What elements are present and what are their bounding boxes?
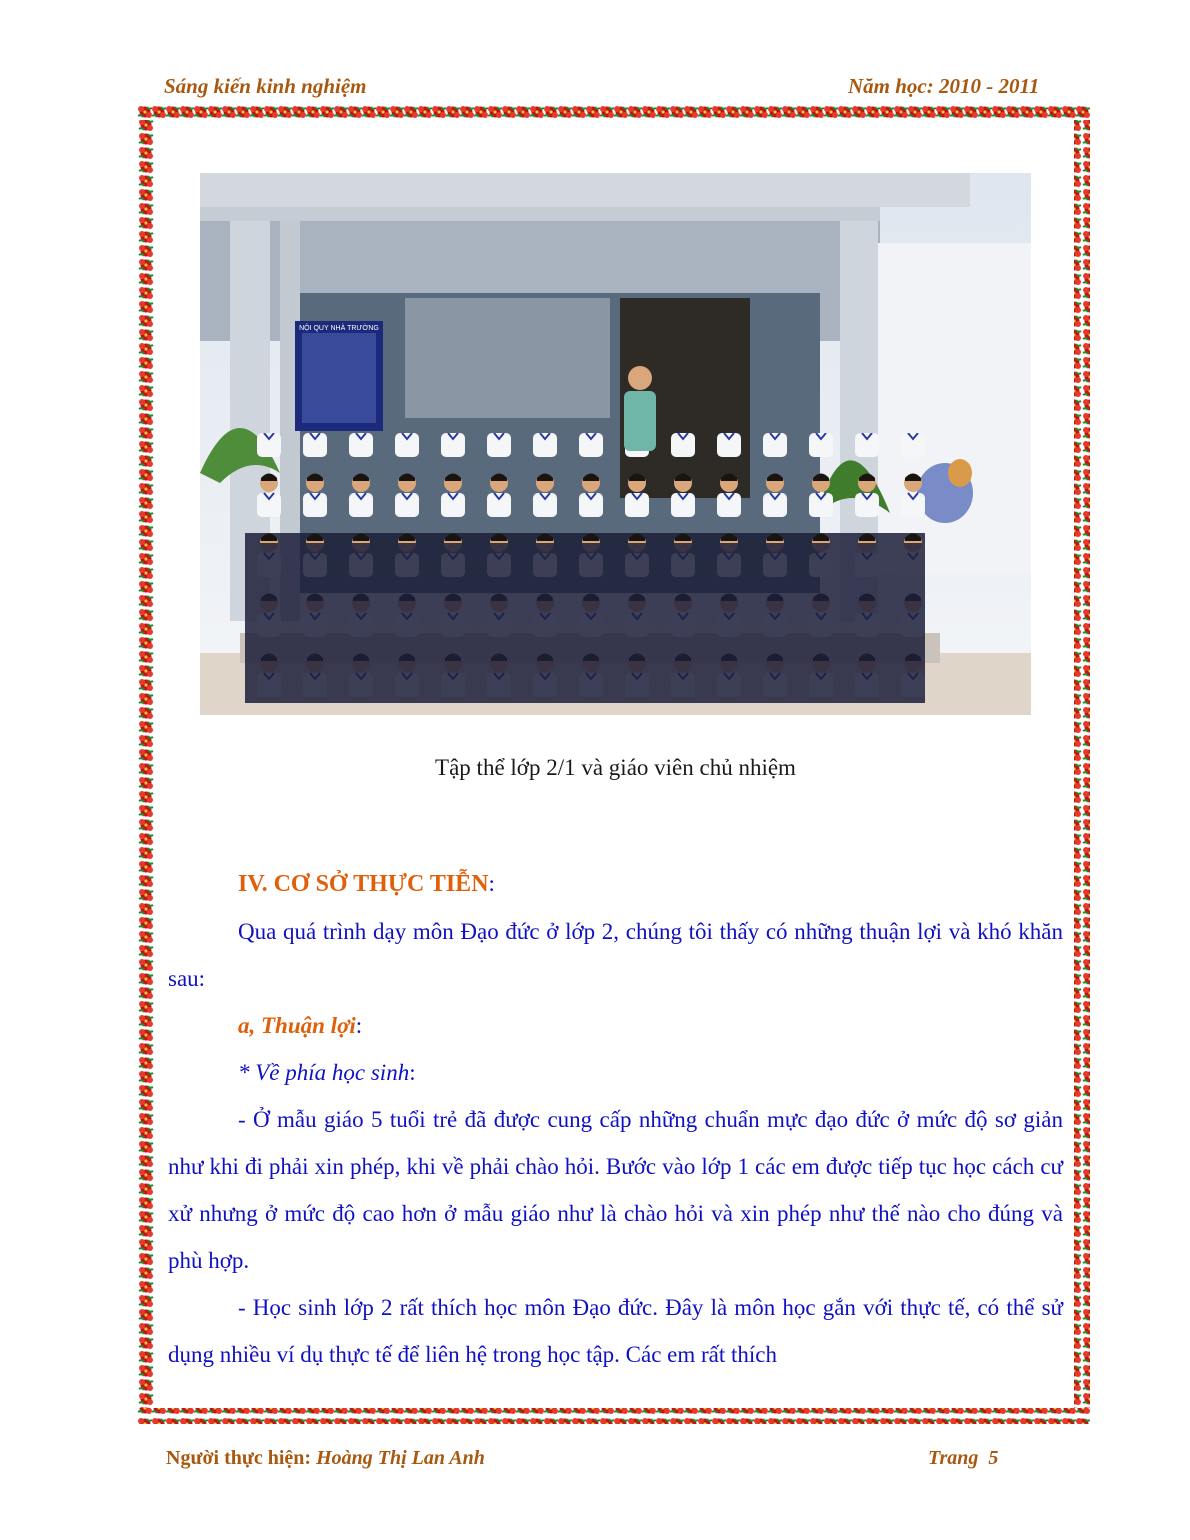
paragraph-1: - Ở mẫu giáo 5 tuổi trẻ đã được cung cấp những chuẩn mực đạo đức ở mức độ sơ giản như khi đi phải xin phép, khi về phải chào hỏi. Bước vào lớp 1 các em được tiếp tục học cách cư xử nhưng ở mức độ cao hơn ở mẫu giáo như là chào hỏi và xin phép như thế nào cho đúng và phù hợp. xyxy=(168,1107,1063,1273)
footer-page-number: Trang 5 xyxy=(928,1447,999,1469)
subsub-colon: : xyxy=(409,1060,416,1085)
section-heading-line xyxy=(168,860,1063,908)
subheading-line xyxy=(168,1002,1063,1049)
intro-paragraph: Qua quá trình dạy môn Đạo đức ở lớp 2, chúng tôi thấy có những thuận lợi và khó khăn sau: xyxy=(168,919,1063,991)
section-heading: IV. CƠ SỞ THỰC TIỄN xyxy=(238,871,489,897)
class-group-photo xyxy=(200,173,1031,715)
photo-caption: Tập thể lớp 2/1 và giáo viên chủ nhiệm xyxy=(435,755,796,780)
header-school-year: Năm học: 2010 - 2011 xyxy=(848,74,1040,98)
subheading-advantages: a, Thuận lợi xyxy=(238,1013,356,1038)
subheading-colon: : xyxy=(355,1013,363,1038)
subsub-students: * Về phía học sinh xyxy=(238,1060,410,1085)
footer-author-label: Người thực hiện: xyxy=(166,1447,317,1469)
paragraph-2: - Học sinh lớp 2 rất thích học môn Đạo đức. Đây là môn học gắn với thực tế, có thể sử dụng nhiều ví dụ thực tế để liên hệ trong học tập. Các em rất thích xyxy=(168,1295,1063,1367)
section-heading-colon: : xyxy=(488,871,495,896)
subsub-line xyxy=(168,1049,1063,1096)
rules-sign-title: NỘI QUY NHÀ TRƯỜNG xyxy=(299,325,379,332)
main-content xyxy=(168,860,1063,1378)
header-title: Sáng kiến kinh nghiệm xyxy=(164,74,367,98)
footer-author-name: Hoàng Thị Lan Anh xyxy=(316,1447,485,1469)
footer-author xyxy=(166,1447,485,1470)
